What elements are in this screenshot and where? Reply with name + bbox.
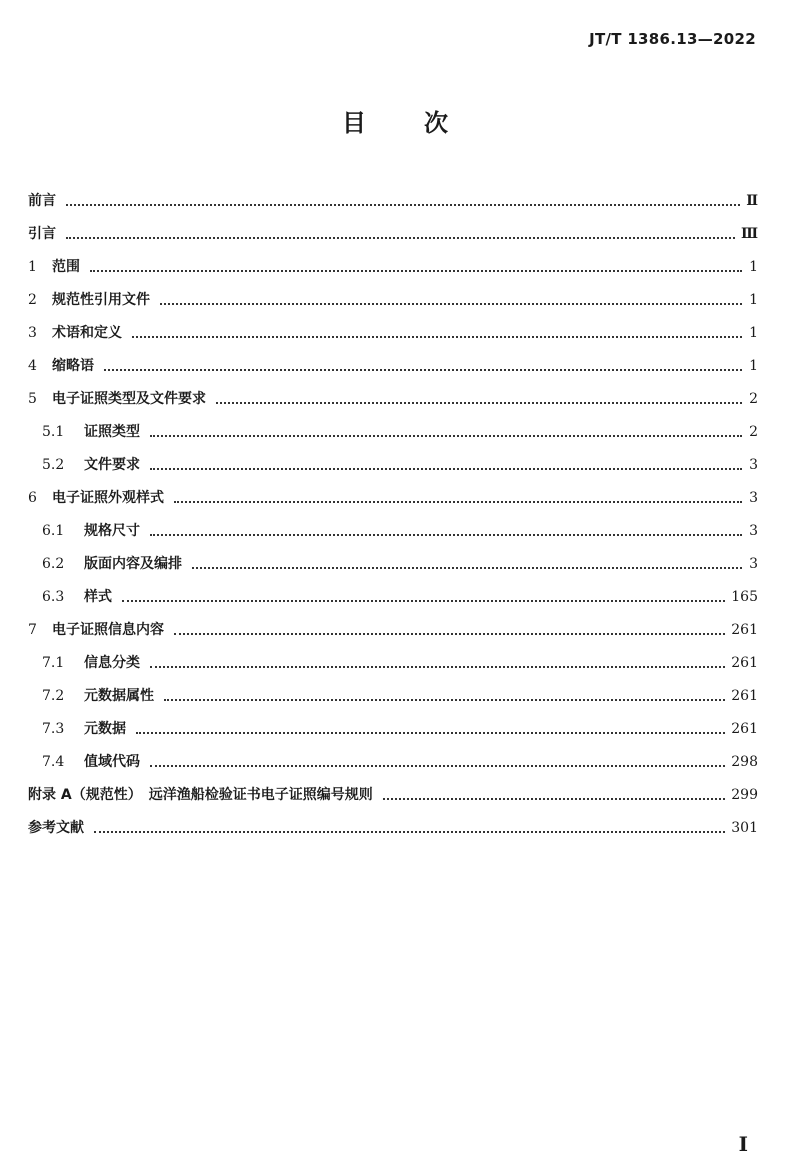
toc-entry[interactable] <box>28 242 758 275</box>
toc-entry-number: 7.4 <box>42 754 65 770</box>
dot-leader <box>216 401 742 404</box>
toc-entry-page: 3 <box>749 556 758 572</box>
toc-entry-page: 3 <box>749 457 758 473</box>
dot-leader <box>66 203 740 206</box>
dot-leader <box>136 731 725 734</box>
toc-entry-page: 261 <box>731 655 758 671</box>
toc-entry[interactable] <box>28 308 758 341</box>
toc-entry-label: 版面内容及编排 <box>84 556 182 572</box>
toc-title-char-2: 次 <box>424 109 448 137</box>
toc-entry[interactable] <box>28 605 758 638</box>
toc-entry-number: 7.2 <box>42 688 65 704</box>
toc-entry-number: 6.1 <box>42 523 65 539</box>
toc-entry-label: 信息分类 <box>84 655 140 671</box>
toc-entry-page: 165 <box>731 589 758 605</box>
toc-entry[interactable] <box>28 473 758 506</box>
toc-entry-label: 电子证照外观样式 <box>52 490 164 506</box>
toc-entry-label: 范围 <box>52 259 80 275</box>
toc-entry[interactable] <box>28 704 758 737</box>
toc-entry-page: 301 <box>731 820 758 836</box>
toc-entry-label: 规范性引用文件 <box>52 292 150 308</box>
dot-leader <box>90 269 742 272</box>
toc-entry-page: 2 <box>749 424 758 440</box>
toc-entry-label: 引言 <box>28 226 56 242</box>
toc-entry[interactable] <box>28 803 758 836</box>
standard-code: JT/T 1386.13—2022 <box>589 30 756 48</box>
toc-entry[interactable] <box>28 209 758 242</box>
dot-leader <box>164 698 725 701</box>
toc-entry-number: 4 <box>28 358 37 374</box>
toc-entry-label: 文件要求 <box>84 457 140 473</box>
toc-entry-number: 6 <box>28 490 37 506</box>
toc-entry-number: 5 <box>28 391 37 407</box>
toc-title-char-1: 目 <box>342 109 366 137</box>
toc-entry-label: 前言 <box>28 193 56 209</box>
toc-entry-page: 3 <box>749 523 758 539</box>
toc-entry-number: 6.2 <box>42 556 65 572</box>
toc-entry-page: Ⅱ <box>746 193 758 209</box>
dot-leader <box>174 500 742 503</box>
toc-entry-label: 值域代码 <box>84 754 140 770</box>
toc-entry[interactable] <box>28 341 758 374</box>
toc-entry-page: 261 <box>731 622 758 638</box>
dot-leader <box>150 764 725 767</box>
toc-entry-page: 3 <box>749 490 758 506</box>
toc-entry-label: 电子证照信息内容 <box>52 622 164 638</box>
dot-leader <box>122 599 725 602</box>
toc-entry-number: 5.2 <box>42 457 65 473</box>
toc-entry-label: 附录 A（规范性） 远洋渔船检验证书电子证照编号规则 <box>28 787 373 803</box>
dot-leader <box>94 830 725 833</box>
toc-entry[interactable] <box>28 506 758 539</box>
toc-entry-page: 1 <box>749 358 758 374</box>
dot-leader <box>150 434 742 437</box>
toc-entry[interactable] <box>28 539 758 572</box>
dot-leader <box>160 302 742 305</box>
toc-entry-page: 261 <box>731 721 758 737</box>
toc-entry[interactable] <box>28 440 758 473</box>
toc-entry-number: 7 <box>28 622 37 638</box>
toc-entry-number: 1 <box>28 259 37 275</box>
toc-entry-label: 规格尺寸 <box>84 523 140 539</box>
table-of-contents <box>28 176 758 836</box>
toc-entry-label: 样式 <box>84 589 112 605</box>
toc-entry-page: 261 <box>731 688 758 704</box>
dot-leader <box>132 335 742 338</box>
toc-entry-label: 缩略语 <box>52 358 94 374</box>
toc-entry-page: 1 <box>749 292 758 308</box>
toc-entry-page: 299 <box>731 787 758 803</box>
dot-leader <box>383 797 726 800</box>
dot-leader <box>174 632 725 635</box>
toc-entry-number: 2 <box>28 292 37 308</box>
toc-entry-page: 1 <box>749 325 758 341</box>
dot-leader <box>150 467 742 470</box>
toc-entry-page: Ⅲ <box>740 226 758 242</box>
toc-entry[interactable] <box>28 176 758 209</box>
page-number: I <box>738 1132 748 1156</box>
toc-entry-label: 电子证照类型及文件要求 <box>52 391 206 407</box>
toc-entry-label: 元数据 <box>84 721 126 737</box>
toc-entry[interactable] <box>28 671 758 704</box>
toc-entry-number: 5.1 <box>42 424 65 440</box>
toc-entry[interactable] <box>28 374 758 407</box>
toc-entry[interactable] <box>28 407 758 440</box>
toc-entry-page: 298 <box>731 754 758 770</box>
toc-entry-label: 术语和定义 <box>52 325 122 341</box>
toc-entry[interactable] <box>28 572 758 605</box>
toc-entry-number: 6.3 <box>42 589 65 605</box>
toc-entry-page: 1 <box>749 259 758 275</box>
toc-entry-page: 2 <box>749 391 758 407</box>
dot-leader <box>104 368 742 371</box>
dot-leader <box>192 566 742 569</box>
toc-entry-number: 3 <box>28 325 37 341</box>
toc-entry-label: 参考文献 <box>28 820 84 836</box>
toc-entry[interactable] <box>28 275 758 308</box>
dot-leader <box>150 533 742 536</box>
toc-entry[interactable] <box>28 638 758 671</box>
toc-title <box>0 103 790 138</box>
toc-entry[interactable] <box>28 770 758 803</box>
toc-entry-label: 元数据属性 <box>84 688 154 704</box>
toc-entry-number: 7.3 <box>42 721 65 737</box>
toc-entry[interactable] <box>28 737 758 770</box>
dot-leader <box>66 236 735 239</box>
dot-leader <box>150 665 725 668</box>
toc-entry-label: 证照类型 <box>84 424 140 440</box>
toc-entry-number: 7.1 <box>42 655 65 671</box>
